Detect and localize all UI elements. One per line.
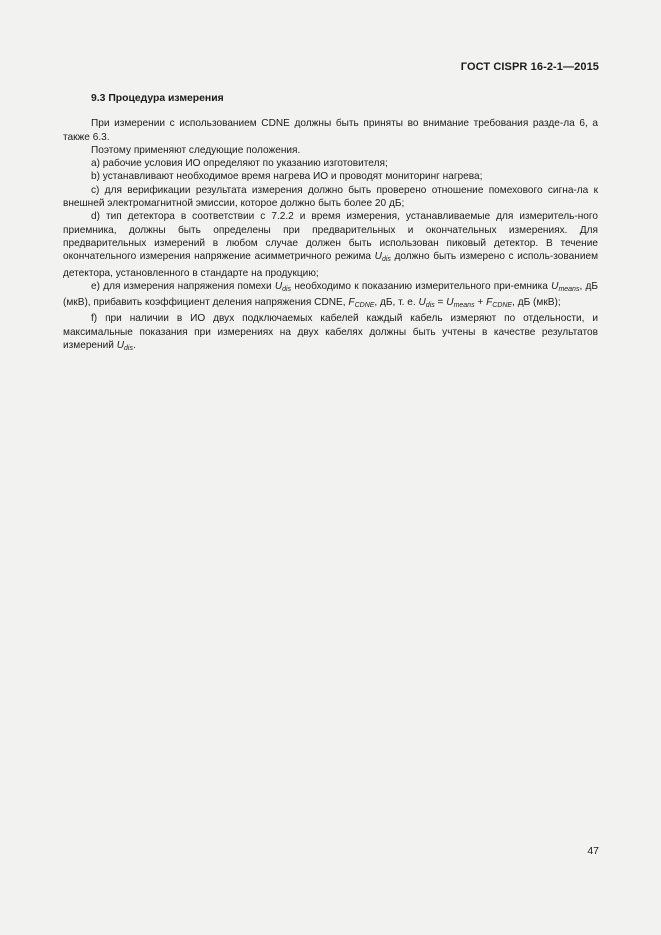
subscript-dis: dis: [425, 302, 435, 310]
item-e-text-1: е) для измерения напряжения помехи: [91, 280, 272, 292]
item-e-text-4: , дБ, т. е.: [374, 297, 416, 309]
item-e-text-5: , дБ (мкВ);: [512, 297, 561, 309]
document-body: [63, 92, 598, 355]
plus-sign: +: [474, 297, 487, 309]
section-title: 9.3 Процедура измерения: [91, 93, 224, 104]
item-f-text-1: f) при наличии в ИО двух подключаемых кабелей каждый кабель измеряют по отдельности, и максимальные показания при измерениях на двух кабелях должны быть учтены в качестве результатов измерений: [63, 313, 598, 352]
item-e-text-3: , дБ (мкВ), прибавить коэффициент деления напряжения CDNE,: [63, 280, 598, 309]
item-f-text-2: .: [132, 340, 136, 352]
symbol-u: U: [418, 297, 426, 309]
paragraph-intro: При измерении с использованием CDNE должны быть приняты во внимание требования разде-ла 6, а также 6.3.: [63, 118, 598, 143]
subscript-dis: dis: [282, 285, 292, 293]
symbol-f: F: [348, 297, 355, 309]
list-item-a: а) рабочие условия ИО определяют по указанию изготовителя;: [91, 158, 388, 170]
page-number: 47: [587, 845, 599, 857]
standard-designation: ГОСТ CISPR 16-2-1—2015: [460, 61, 599, 73]
paragraph-provisions: Поэтому применяют следующие положения.: [91, 144, 301, 156]
equals-sign: =: [434, 297, 447, 309]
subscript-means: means: [558, 285, 580, 293]
symbol-u: U: [274, 280, 283, 292]
list-item-e: [63, 280, 598, 313]
subscript-means: means: [453, 302, 475, 310]
symbol-f: F: [486, 297, 493, 309]
list-item-b: b) устанавливают необходимое время нагрева ИО и проводят мониторинг нагрева;: [91, 171, 483, 183]
subscript-dis: dis: [381, 256, 391, 264]
list-item-c: с) для верификации результата измерения должно быть проверено отношение помехового сигна-ла к внешней электромагнитной эмиссии, которое должно быть более 20 дБ;: [63, 184, 598, 210]
list-item-d: [63, 210, 598, 279]
item-e-text-2: необходимо к показанию измерительного при-емника: [294, 280, 548, 292]
item-d-text-2: должно быть измерено с исполь-зованием детектора, установленного в стандарте на продукцию;: [63, 251, 599, 279]
subscript-dis: dis: [124, 345, 133, 353]
symbol-u: U: [374, 251, 382, 263]
subscript-cdne: CDNE: [492, 302, 513, 310]
symbol-u: U: [551, 280, 559, 292]
item-d-text-1: d) тип детектора в соответствии с 7.2.2 и время измерения, устанавливаемые для измеритель-ного приемника, должны быть определены при предварительных и окончательных измерениях. Для предварительных измерений в любом случае должен быть использован пиковый детектор. В течение окончательного измерения напряжение асимметричного режима: [63, 211, 598, 263]
list-item-f: [63, 312, 598, 355]
symbol-u: U: [116, 340, 125, 352]
symbol-u: U: [446, 297, 454, 309]
subscript-cdne: CDNE: [354, 302, 375, 310]
